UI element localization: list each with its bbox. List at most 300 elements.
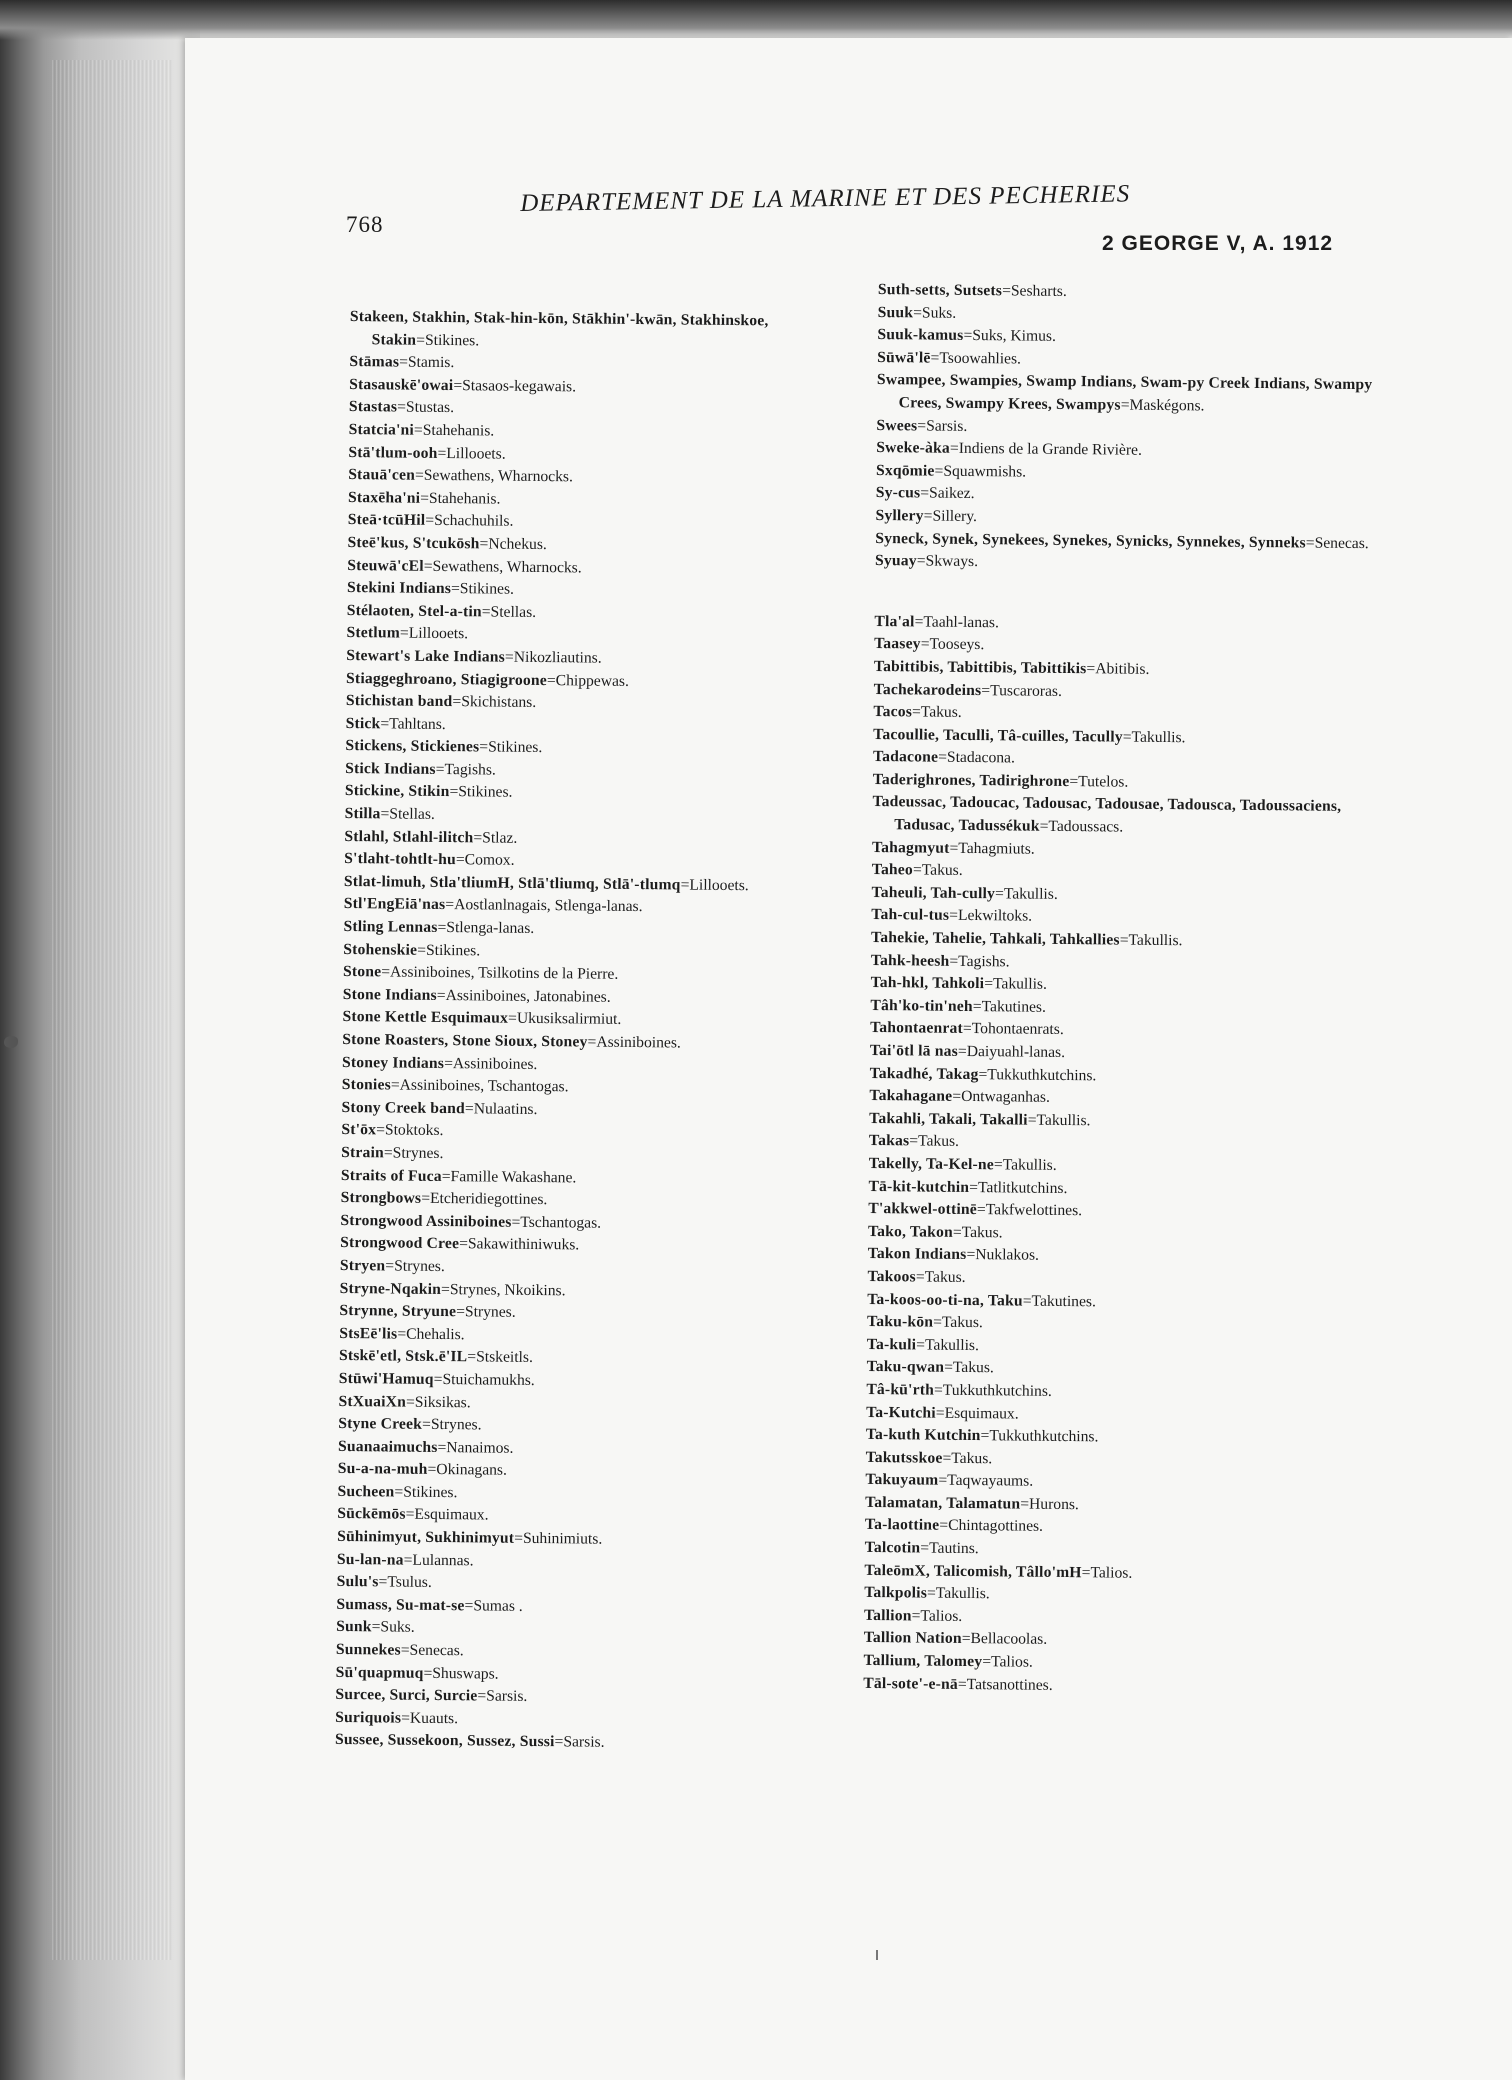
equals-sign: =	[963, 327, 973, 345]
entry-reference: Stikines.	[458, 783, 513, 802]
entry-names: Stone Roasters, Stone Sioux, Stoney	[342, 1030, 588, 1051]
entry-names: Stickine, Stikin	[344, 782, 450, 801]
equals-sign: =	[933, 1313, 943, 1331]
entry-names: Suuk-kamus	[877, 326, 964, 345]
entry-names: Tahekie, Tahelie, Tahkali, Tahkallies	[871, 928, 1120, 949]
entry-names: Ta-Kutchi	[866, 1403, 936, 1422]
entry-reference: Sarsis.	[563, 1733, 605, 1752]
equals-sign: =	[1022, 1292, 1032, 1310]
equals-sign: =	[587, 1033, 597, 1051]
entry-names: Strynne, Stryune	[339, 1302, 457, 1321]
equals-sign: =	[437, 918, 447, 937]
equals-sign: =	[993, 1156, 1003, 1174]
index-entry	[872, 791, 1392, 842]
equals-sign: =	[1119, 931, 1129, 949]
equals-sign: =	[952, 1223, 962, 1241]
equals-sign: =	[554, 1733, 564, 1751]
entry-names: Taheo	[871, 861, 914, 879]
entry-names: Sū'quapmuq	[335, 1663, 424, 1682]
entry-reference: Takullis.	[924, 1336, 980, 1354]
entry-reference: Taahl-lanas.	[923, 613, 1000, 632]
equals-sign: =	[397, 1325, 407, 1343]
entry-names: Steuwā'cEl	[347, 556, 424, 575]
equals-sign: =	[994, 885, 1004, 903]
entry-reference: Tukkuthkutchins.	[987, 1065, 1097, 1084]
equals-sign: =	[911, 1607, 921, 1625]
entry-reference: Takullis.	[1036, 1111, 1091, 1130]
equals-sign: =	[923, 507, 933, 525]
entry-reference: Nuklakos.	[975, 1246, 1040, 1265]
entry-names: S'tlaht-tohtlt-hu	[344, 850, 457, 869]
entry-reference: Talios.	[1090, 1563, 1133, 1582]
equals-sign: =	[920, 484, 930, 502]
section-t-entries	[863, 611, 1394, 1701]
entry-names: Swampee, Swampies, Swamp Indians, Swam-py Creek Indians, Swampy Crees, Swampy Krees, Swampys	[876, 371, 1373, 414]
equals-sign: =	[452, 693, 462, 711]
equals-sign: =	[916, 1336, 926, 1354]
entry-reference: Nchekus.	[488, 535, 547, 554]
entry-reference: Hurons.	[1028, 1495, 1079, 1514]
equals-sign: =	[394, 1483, 404, 1501]
entry-names: Sulu's	[336, 1573, 379, 1591]
entry-names: Taasey	[874, 635, 921, 653]
entry-reference: Stuichamukhs.	[442, 1370, 535, 1389]
entry-names: StXuaiXn	[338, 1392, 407, 1411]
entry-reference: Maskégons.	[1129, 396, 1205, 415]
entry-reference: Stikines.	[459, 580, 515, 598]
entry-reference: Tutelos.	[1078, 772, 1129, 791]
equals-sign: =	[981, 681, 991, 699]
entry-reference: Tsulus.	[387, 1573, 432, 1592]
entry-names: Surcee, Surci, Surcie	[335, 1686, 478, 1705]
equals-sign: =	[508, 1010, 517, 1028]
entry-reference: Stahehanis.	[428, 489, 501, 508]
entry-reference: Sewathens, Wharnocks.	[432, 557, 582, 576]
entry-reference: Famille Wakashane.	[450, 1167, 577, 1186]
entry-reference: Suhinimiuts.	[522, 1529, 603, 1548]
equals-sign: =	[934, 462, 944, 480]
entry-names: Takas	[868, 1132, 910, 1150]
entry-reference: Lulannas.	[412, 1551, 474, 1570]
equals-sign: =	[939, 1517, 949, 1535]
entry-names: Sussee, Sussekoon, Sussez, Sussi	[334, 1731, 555, 1751]
equals-sign: =	[978, 1065, 988, 1083]
entry-names: Tallium, Talomey	[863, 1651, 983, 1671]
entry-names: Stick	[345, 714, 381, 733]
entry-reference: Comox.	[464, 851, 515, 870]
entry-reference: Tukkuthkutchins.	[989, 1427, 1099, 1446]
entry-reference: Stahehanis.	[422, 421, 495, 440]
entry-names: Stlahl, Stlahl-ilitch	[344, 827, 474, 846]
page-stack-lines	[52, 60, 172, 1960]
entry-reference: Suks.	[921, 304, 957, 322]
equals-sign: =	[1081, 1563, 1091, 1581]
entry-names: Takahagane	[869, 1087, 953, 1106]
entry-names: Takutsskoe	[865, 1448, 943, 1467]
equals-sign: =	[938, 748, 948, 767]
entry-reference: Strynes.	[394, 1257, 445, 1275]
entry-names: St'ōx	[341, 1121, 377, 1139]
entry-names: Tallion Nation	[863, 1629, 962, 1648]
equals-sign: =	[423, 557, 433, 575]
equals-sign: =	[916, 552, 926, 570]
entry-names: Tahk-heesh	[870, 951, 950, 970]
reign-year: 2 GEORGE V, A. 1912	[1102, 232, 1334, 255]
entry-names: Sūhinimyut, Sukhinimyut	[337, 1527, 515, 1547]
equals-sign: =	[436, 986, 446, 1004]
equals-sign: =	[473, 828, 483, 847]
equals-sign: =	[962, 1020, 972, 1038]
entry-reference: Takullis.	[935, 1584, 990, 1603]
entry-names: Tadeussac, Tadoucac, Tadousac, Tadousae, Tadousca, Tadoussaciens, Tadusac, Tadussékuk	[872, 793, 1342, 835]
entry-names: Suth-setts, Sutsets	[877, 280, 1003, 300]
entry-names: Stā'tlum-ooh	[348, 443, 438, 462]
equals-sign: =	[949, 907, 959, 925]
entry-names: Sūckēmōs	[337, 1505, 406, 1524]
equals-sign: =	[980, 1427, 990, 1445]
equals-sign: =	[938, 1471, 948, 1490]
equals-sign: =	[504, 648, 514, 666]
entry-names: Stohenskie	[343, 940, 418, 959]
entry-reference: Stikines.	[403, 1483, 458, 1502]
entry-reference: Stamis.	[407, 353, 455, 372]
entry-names: Suuk	[877, 303, 914, 321]
entry-names: Tahontaenrat	[870, 1019, 964, 1038]
entry-names: Su-lan-na	[336, 1550, 404, 1569]
entry-reference: Skichistans.	[461, 693, 537, 712]
equals-sign: =	[952, 1088, 962, 1106]
equals-sign: =	[403, 1551, 413, 1569]
entry-names: Su-a-na-muh	[337, 1460, 428, 1479]
equals-sign: =	[371, 1618, 381, 1636]
entry-reference: Tagishs.	[958, 952, 1010, 971]
equals-sign: =	[464, 1100, 474, 1118]
equals-sign: =	[421, 1415, 431, 1434]
entry-names: Takoos	[867, 1267, 916, 1286]
equals-sign: =	[949, 839, 959, 857]
equals-sign: =	[1122, 728, 1132, 746]
entry-reference: Nanaimos.	[446, 1438, 514, 1457]
entry-reference: Stustas.	[405, 398, 455, 417]
equals-sign: =	[417, 941, 427, 959]
scan-shadow	[0, 0, 1512, 40]
entry-reference: Nulaatins.	[473, 1100, 538, 1118]
entry-names: Stony Creek band	[341, 1098, 466, 1118]
entry-names: Tai'ōtl lā nas	[869, 1041, 959, 1060]
equals-sign: =	[911, 703, 921, 721]
entry-names: Stāmas	[349, 353, 400, 371]
equals-sign: =	[381, 963, 391, 981]
entry-reference: Tooseys.	[929, 635, 985, 654]
entry-reference: Stikines.	[425, 941, 481, 960]
entry-reference: Esquimaux.	[944, 1404, 1019, 1423]
entry-names: Straits of Fuca	[340, 1166, 442, 1185]
entry-names: Ta-koos-oo-ti-na, Taku	[867, 1290, 1023, 1310]
equals-sign: =	[464, 1597, 474, 1615]
equals-sign: =	[920, 635, 930, 653]
entry-reference: Stasaos-kegawais.	[462, 376, 577, 396]
equals-sign: =	[441, 1280, 450, 1298]
equals-sign: =	[413, 421, 423, 439]
equals-sign: =	[917, 416, 927, 435]
entry-names: Takahli, Takali, Takalli	[869, 1109, 1028, 1129]
entry-names: Talamatan, Talamatun	[865, 1493, 1021, 1513]
entry-names: Stone	[342, 963, 382, 981]
entry-reference: Takfwelottines.	[985, 1201, 1083, 1220]
entry-reference: Tukkuthkutchins.	[942, 1381, 1052, 1400]
entry-reference: Stlenga-lanas.	[446, 919, 535, 937]
equals-sign: =	[405, 1393, 415, 1411]
equals-sign: =	[972, 997, 982, 1015]
entry-names: Takuyaum	[865, 1471, 939, 1489]
entry-reference: Stikines.	[488, 738, 543, 757]
entry-names: StsEē'lis	[339, 1324, 398, 1343]
equals-sign: =	[1002, 282, 1012, 300]
entry-names: Stilla	[344, 805, 381, 823]
entry-names: Strain	[341, 1143, 385, 1162]
entry-names: Tahagmyut	[871, 838, 950, 857]
equals-sign: =	[1086, 660, 1096, 678]
scan-speck	[4, 1036, 18, 1048]
entry-reference: Takutines.	[981, 997, 1047, 1016]
entry-names: Stauā'cen	[348, 466, 416, 484]
entry-reference: Tuscaroras.	[990, 681, 1063, 700]
entry-names: Stlat-limuh, Stla'tliumH, Stlā'tliumq, Stlā'-tlumq	[343, 872, 681, 894]
equals-sign: =	[1027, 1111, 1037, 1129]
entry-reference: Sillery.	[932, 507, 978, 525]
entry-reference: Takus.	[952, 1359, 994, 1377]
entry-reference: Stskeitls.	[476, 1348, 533, 1367]
equals-sign: =	[445, 896, 455, 914]
entry-names: Suriquois	[335, 1708, 402, 1727]
entry-reference: Shuswaps.	[432, 1664, 499, 1683]
equals-sign: =	[680, 876, 690, 894]
entry-names: Tacos	[873, 703, 913, 721]
left-column	[335, 306, 870, 1757]
entry-names: Taku-qwan	[866, 1358, 945, 1377]
entry-reference: Tadoussacs.	[1048, 817, 1124, 836]
equals-sign: =	[397, 398, 407, 416]
entry-names: Strongbows	[340, 1189, 422, 1207]
entry-reference: Tautins.	[929, 1539, 979, 1558]
entry-names: Taheuli, Tah-cully	[871, 883, 996, 903]
equals-sign: =	[444, 1054, 454, 1072]
equals-sign: =	[1069, 772, 1079, 790]
equals-sign: =	[976, 1201, 986, 1219]
entry-reference: Sewathens, Wharnocks.	[423, 466, 574, 486]
entry-reference: Stellas.	[490, 603, 537, 621]
running-title: DEPARTEMENT DE LA MARINE ET DES PECHERIES	[520, 180, 1131, 217]
entry-names: Sumass, Su-mat-se	[336, 1595, 465, 1615]
equals-sign: =	[435, 760, 445, 778]
entry-reference: Chippewas.	[555, 671, 630, 690]
equals-sign: =	[511, 1213, 521, 1231]
scan-speck	[876, 1950, 878, 1960]
entry-names: Syllery	[875, 506, 924, 525]
entry-reference: Taqwayaums.	[947, 1472, 1034, 1490]
entry-reference: Takutines.	[1031, 1292, 1097, 1310]
entry-names: Swees	[876, 416, 918, 434]
equals-sign: =	[385, 1257, 395, 1275]
entry-names: Ta-laottine	[864, 1516, 940, 1535]
entry-reference: Takus.	[951, 1449, 993, 1467]
entry-names: Tāl-sote'-e-nā	[863, 1674, 959, 1693]
entry-names: Tâ-kū'rth	[866, 1380, 935, 1399]
equals-sign: =	[400, 1641, 410, 1659]
entry-reference: Sumas .	[473, 1597, 523, 1615]
equals-sign: =	[546, 671, 556, 689]
entry-names: Ta-kuli	[866, 1335, 917, 1354]
entry-names: Tâh'ko-tin'neh	[870, 996, 973, 1015]
entry-reference: Takullis.	[1003, 885, 1058, 903]
equals-sign: =	[441, 1167, 451, 1185]
entry-names: Stūwi'Hamuq	[338, 1369, 434, 1388]
equals-sign: =	[912, 861, 922, 879]
entry-reference: Saikez.	[928, 484, 975, 503]
entry-reference: Takullis.	[992, 975, 1048, 994]
entry-names: Stonies	[341, 1076, 391, 1094]
entry-names: Tla'al	[874, 612, 915, 631]
entry-reference: Chintagottines.	[948, 1517, 1044, 1536]
entry-reference: Tsoowahlies.	[939, 349, 1022, 368]
entry-names: Stryne-Nqakin	[339, 1279, 442, 1298]
entry-reference: Sarsis.	[926, 417, 968, 435]
entry-reference: Kuauts.	[409, 1709, 459, 1728]
entry-names: Taku-kōn	[866, 1313, 934, 1331]
equals-sign: =	[467, 1348, 477, 1366]
equals-sign: =	[949, 439, 959, 458]
entry-names: Stichistan band	[345, 692, 453, 711]
entry-names: Tah-hkl, Tahkoli	[870, 974, 985, 993]
equals-sign: =	[966, 1246, 976, 1264]
entry-reference: Talios.	[990, 1653, 1033, 1671]
entry-reference: Skways.	[925, 552, 979, 571]
equals-sign: =	[944, 1359, 954, 1377]
equals-sign: =	[399, 624, 409, 642]
equals-sign: =	[982, 1653, 992, 1671]
entry-names: Tabittibis, Tabittibis, Tabittikis	[873, 657, 1087, 678]
entry-names: Stickens, Stickienes	[345, 737, 480, 756]
entry-reference: Bellacoolas.	[970, 1630, 1048, 1649]
entry-names: Taderighrones, Tadirighrone	[872, 770, 1070, 790]
equals-sign: =	[915, 1268, 925, 1286]
entry-reference: Takus.	[961, 1223, 1003, 1242]
entry-reference: Schachuhils.	[434, 512, 514, 531]
equals-sign: =	[427, 1461, 437, 1479]
entry-names: Sy-cus	[875, 484, 921, 502]
entry-names: Stone Kettle Esquimaux	[342, 1008, 509, 1028]
equals-sign: =	[401, 1709, 411, 1727]
equals-sign: =	[926, 1584, 936, 1602]
entry-names: Staxēha'ni	[347, 488, 421, 507]
equals-sign: =	[479, 738, 489, 756]
equals-sign: =	[376, 1121, 386, 1139]
entry-names: Tah-cul-tus	[871, 906, 950, 925]
entry-names: Sweke-àka	[876, 439, 951, 457]
equals-sign: =	[449, 783, 459, 801]
entry-reference: Takus.	[920, 703, 962, 721]
equals-sign: =	[920, 1539, 930, 1557]
entry-reference: Assiniboines.	[596, 1033, 681, 1052]
entry-names: Steē'kus, S'tcukōsh	[347, 533, 480, 553]
entry-reference: Aostlanlnagais, Stlenga-lanas.	[454, 896, 643, 916]
equals-sign: =	[1020, 1495, 1030, 1513]
equals-sign: =	[416, 331, 426, 349]
equals-sign: =	[914, 613, 924, 631]
equals-sign: =	[433, 1370, 443, 1388]
entry-reference: Lillooets.	[446, 444, 506, 463]
entry-names: Syuay	[874, 552, 917, 570]
entry-reference: Tschantogas.	[520, 1213, 602, 1232]
equals-sign: =	[437, 444, 447, 462]
entry-names: Stélaoten, Stel-a-tin	[346, 601, 482, 621]
equals-sign: =	[390, 1076, 400, 1094]
index-entry	[350, 306, 870, 357]
entry-reference: Stoktoks.	[384, 1121, 444, 1140]
entry-reference: Siksikas.	[414, 1393, 471, 1411]
entry-reference: Takullis.	[1131, 728, 1186, 746]
entry-reference: Strynes.	[464, 1303, 516, 1321]
entry-names: Stling Lennas	[343, 917, 438, 936]
entry-reference: Indiens de la Grande Rivière.	[958, 440, 1142, 459]
entry-names: Sxqōmie	[875, 461, 935, 480]
entry-names: Strongwood Assiniboines	[340, 1211, 512, 1231]
equals-sign: =	[399, 353, 409, 371]
entry-names: Stl'EngEiā'nas	[343, 895, 446, 914]
entry-reference: Tahltans.	[389, 715, 446, 733]
entry-names: Sūwā'lē	[877, 348, 931, 367]
entry-reference: Talios.	[920, 1607, 963, 1625]
entry-names: Takon Indians	[867, 1245, 967, 1264]
equals-sign: =	[421, 1189, 431, 1208]
entry-reference: Tohontaenrats.	[971, 1020, 1064, 1039]
equals-sign: =	[957, 1042, 967, 1060]
entry-names: Styne Creek	[338, 1415, 423, 1433]
equals-sign: =	[453, 376, 463, 394]
index-entry	[877, 369, 1397, 420]
entry-names: Tadacone	[872, 748, 939, 766]
entry-reference: Abitibis.	[1095, 660, 1150, 678]
entry-names: Statcia'ni	[348, 420, 415, 439]
equals-sign: =	[455, 851, 465, 869]
entry-reference: Senecas.	[1314, 534, 1369, 552]
equals-sign: =	[1120, 396, 1130, 414]
entry-names: Stryen	[339, 1256, 386, 1275]
equals-sign: =	[933, 1381, 943, 1399]
right-column	[863, 279, 1398, 1701]
entry-reference: Takus.	[921, 861, 963, 880]
equals-sign: =	[437, 1438, 447, 1456]
entry-names: Tako, Takon	[867, 1222, 953, 1241]
equals-sign: =	[935, 1404, 945, 1422]
entry-reference: Tatlitkutchins.	[977, 1178, 1068, 1197]
entry-names: Tallion	[863, 1606, 912, 1625]
entry-reference: Nikozliautins.	[513, 648, 602, 667]
entry-reference: Lekwiltoks.	[957, 907, 1033, 926]
equals-sign: =	[984, 975, 994, 993]
entry-names: Syneck, Synek, Synekees, Synekes, Synicks, Synnekes, Synneks	[875, 529, 1306, 552]
equals-sign: =	[1305, 534, 1315, 552]
entry-names: Takadhé, Takag	[869, 1064, 979, 1083]
entry-names: Suanaaimuchs	[337, 1437, 438, 1456]
entry-names: Stskē'etl, Stsk.ē'IL	[338, 1347, 468, 1366]
entry-reference: Ontwaganhas.	[961, 1088, 1051, 1107]
entry-reference: Takullis.	[1002, 1156, 1057, 1174]
entry-names: Stick Indians	[345, 759, 436, 778]
entry-reference: Tagishs.	[444, 760, 496, 779]
entry-names: T'akkwel-ottinē	[868, 1200, 978, 1219]
entry-names: TaleōmX, Talicomish, Tâllo'mH	[864, 1561, 1082, 1581]
